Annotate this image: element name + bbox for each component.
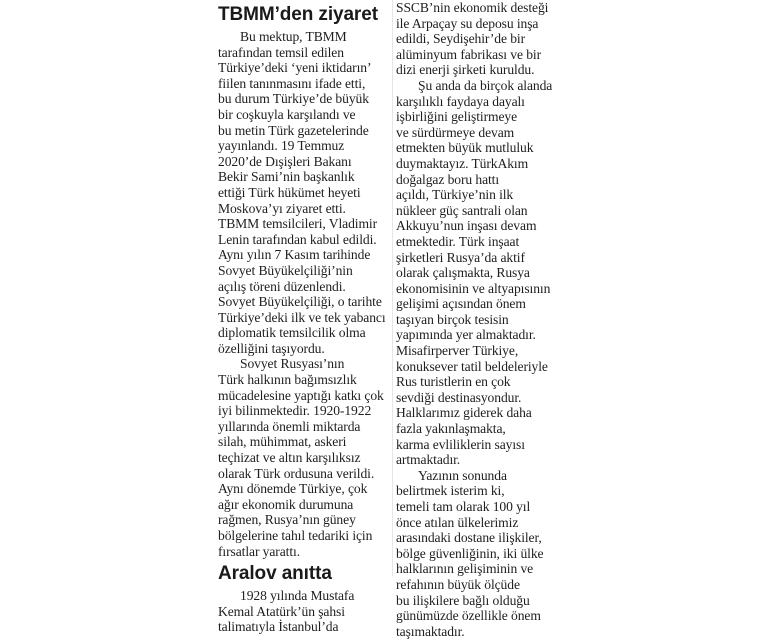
paragraph	[396, 78, 576, 468]
text-line: rağmen, Rusya’nın güney	[218, 512, 356, 528]
text-line: tarafından temsil edilen	[218, 44, 344, 60]
text-line: Türkiye’deki ‘yeni iktidarın’	[218, 60, 372, 76]
text-line: artmaktadır.	[396, 452, 461, 468]
text-line: Akkuyu’nun inşası devam	[396, 218, 537, 234]
paragraph	[218, 29, 390, 356]
text-line: etmekten büyük mutluluk	[396, 140, 534, 156]
text-line: Bekir Sami’nin başkanlık	[218, 169, 355, 185]
text-line: Rus turistlerin en çok	[396, 374, 511, 390]
paragraph	[218, 588, 390, 635]
section-heading-aralov: Aralov anıtta	[218, 563, 332, 585]
text-line: bölge güvenliğinin, iki ülke	[396, 545, 544, 561]
text-line: açıldı, Türkiye’nin ilk	[396, 187, 514, 203]
text-line: bu metin Türk gazetelerinde	[218, 122, 369, 138]
text-line: karşılıklı faydaya dayalı	[396, 93, 525, 109]
text-line: ettiği Türk hükümet heyeti	[218, 184, 361, 200]
text-line: taşımaktadır.	[396, 623, 465, 639]
text-line: dizi enerji şirketi kuruldu.	[396, 62, 535, 78]
text-line: temeli tam olarak 100 yıl	[396, 499, 531, 514]
left-column	[218, 0, 390, 635]
text-line: ile Arpaçay su deposu inşa	[396, 15, 539, 31]
text-line: işbirliğini geliştirmeye	[396, 109, 518, 125]
text-line: bölgelerine tahıl tedariki için	[218, 528, 373, 543]
text-line: açılış töreni düzenlendi.	[218, 278, 346, 294]
text-line: 1928 yılında Mustafa	[240, 588, 355, 604]
text-line: etmektedir. Türk inşaat	[396, 233, 520, 249]
text-line: olarak çalışmakta, Rusya	[396, 265, 530, 281]
text-line: bu durum Türkiye’de büyük	[218, 91, 369, 107]
paragraph	[396, 0, 576, 78]
text-line: fırsatlar yarattı.	[218, 543, 300, 559]
paragraph	[396, 468, 576, 639]
text-line: teçhizat ve altın karşılıksız	[218, 450, 361, 466]
text-line: alüminyum fabrikası ve bir	[396, 46, 542, 62]
text-line: fazla yakınlaşmakta,	[396, 421, 506, 437]
text-line: yayınlandı. 19 Temmuz	[218, 138, 345, 154]
text-line: nükleer güç santrali olan	[396, 202, 528, 218]
text-line: Aynı yılın 7 Kasım tarihinde	[218, 247, 371, 263]
text-line: belirtmek isterim ki,	[396, 483, 505, 499]
right-column	[396, 0, 576, 639]
text-line: bir coşkuyla karşılandı ve	[218, 106, 356, 122]
text-line: günümüzde özellikle önem	[396, 608, 541, 624]
section-heading-tbmm-visit: TBMM’den ziyaret	[218, 4, 378, 25]
text-line: konuksever tatil beldeleriyle	[396, 358, 548, 374]
text-line: Sovyet Büyükelçiliği’nin	[218, 262, 353, 278]
text-line: Bu mektup, TBMM	[240, 29, 347, 44]
text-line: 2020’de Dışişleri Bakanı	[218, 153, 352, 169]
text-line: Şu anda da birçok alanda	[418, 77, 553, 93]
text-line: fiilen tanınmasını ifade etti,	[218, 75, 366, 91]
text-line: TBMM temsilcileri, Vladimir	[218, 216, 378, 232]
text-line: ağır ekonomik durumuna	[218, 496, 354, 512]
text-line: yıllarında önemli miktarda	[218, 418, 361, 434]
text-line: sevdiği destinasyondur.	[396, 389, 522, 405]
text-line: SSCB’nin ekonomik desteği	[396, 0, 549, 15]
text-line: halklarının gelişiminin ve	[396, 561, 534, 577]
text-line: Misafirperver Türkiye,	[396, 343, 519, 359]
column-gutter	[392, 0, 393, 576]
text-line: gelişimi açısından önem	[396, 296, 526, 312]
text-line: Türk halkının bağımsızlık	[218, 372, 357, 388]
text-line: özelliğini taşıyordu.	[218, 340, 325, 356]
text-line: edildi, Seydişehir’de bir	[396, 31, 526, 47]
text-line: şirketleri Rusya’da aktif	[396, 249, 525, 265]
text-line: talimatıyla İstanbul’da	[218, 619, 339, 635]
text-line: Sovyet Rusyası’nın	[240, 356, 345, 372]
text-line: taşıyan birçok tesisin	[396, 311, 509, 327]
text-line: Sovyet Büyükelçiliği, o tarihte	[218, 294, 382, 310]
text-line: duymaktayız. TürkAkım	[396, 155, 529, 171]
text-line: refahının büyük ölçüde	[396, 576, 520, 592]
text-line: doğalgaz boru hattı	[396, 171, 500, 187]
text-line: mücadelesine yaptığı katkı çok	[218, 387, 384, 403]
text-line: Türkiye’deki ilk ve tek yabancı	[218, 309, 386, 325]
text-line: silah, mühimmat, askeri	[218, 434, 347, 450]
text-line: Yazının sonunda	[418, 467, 507, 483]
text-line: karma evliliklerin sayısı	[396, 436, 525, 452]
text-line: bu ilişkilere bağlı olduğu	[396, 592, 530, 608]
text-line: Kemal Atatürk’ün şahsi	[218, 603, 345, 619]
paragraph	[218, 356, 390, 559]
text-line: iyi bilinmektedir. 1920-1922	[218, 403, 372, 419]
text-line: Lenin tarafından kabul edildi.	[218, 231, 377, 247]
text-line: Moskova’yı ziyaret etti.	[218, 200, 346, 216]
text-line: diplomatik temsilcilik olma	[218, 325, 366, 341]
text-line: Aynı dönemde Türkiye, çok	[218, 481, 368, 497]
text-line: önce atılan ülkelerimiz	[396, 514, 519, 530]
text-line: ekonomisinin ve altyapısının	[396, 280, 551, 296]
text-line: Halklarımız giderek daha	[396, 405, 532, 421]
text-line: olarak Türk ordusuna verildi.	[218, 465, 375, 481]
text-line: ve sürdürmeye devam	[396, 124, 515, 140]
text-line: arasındaki dostane ilişkiler,	[396, 530, 542, 546]
text-line: yapımında yer almaktadır.	[396, 327, 536, 343]
